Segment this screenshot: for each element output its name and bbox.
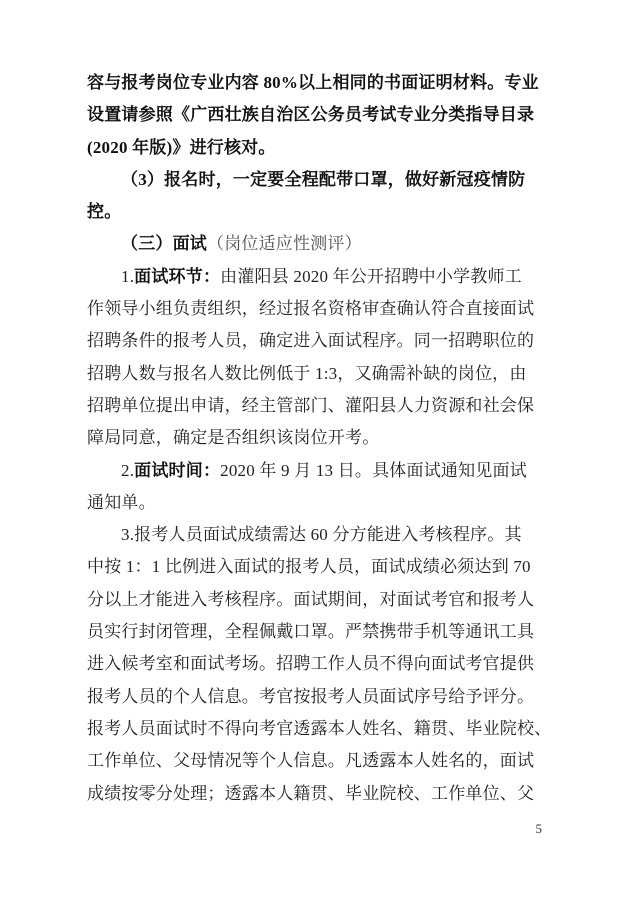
text-line: [87, 67, 553, 99]
text-segment: 通知单。: [87, 492, 156, 512]
text-line: [87, 648, 553, 680]
text-line: [87, 519, 553, 551]
text-line: [87, 390, 553, 422]
text-segment: 进入候考室和面试考场。招聘工作人员不得向面试考官提供: [87, 654, 535, 674]
text-segment: 招聘单位提出申请，经主管部门、灌阳县人力资源和社会保: [87, 395, 535, 415]
text-line: [87, 293, 553, 325]
text-segment: 招聘人数与报名人数比例低于 1:3，又确需补缺的岗位，由: [87, 363, 527, 383]
text-line: [87, 745, 553, 777]
text-line: [87, 99, 553, 131]
text-segment: （岗位适应性测评）: [207, 234, 362, 254]
text-line: [87, 487, 553, 519]
text-segment: （三）面试: [121, 234, 207, 254]
text-segment: 中按 1：1 比例进入面试的报考人员，面试成绩必须达到 70: [87, 557, 531, 577]
text-segment: 成绩按零分处理；透露本人籍贯、毕业院校、工作单位、父: [87, 783, 535, 803]
text-line: [87, 455, 553, 487]
text-segment: 招聘条件的报考人员，确定进入面试程序。同一招聘职位的: [87, 331, 535, 351]
text-segment: 面试环节：: [134, 266, 221, 286]
text-segment: 报考人员面试时不得向考官透露本人姓名、籍贯、毕业院校、: [87, 718, 552, 738]
text-segment: 3.报考人员面试成绩需达 60 分方能进入考核程序。其: [121, 525, 522, 545]
text-line: [87, 584, 553, 616]
text-segment: 员实行封闭管理，全程佩戴口罩。严禁携带手机等通讯工具: [87, 622, 535, 642]
text-line: [87, 164, 553, 196]
text-line: [87, 325, 553, 357]
text-segment: 容与报考岗位专业内容 80%以上相同的书面证明材料。专业: [87, 73, 539, 92]
text-line: [87, 228, 553, 260]
text-segment: 控。: [87, 202, 122, 222]
text-line: [87, 778, 553, 810]
text-line: [87, 551, 553, 583]
document-body: [87, 67, 553, 810]
text-segment: （3）报名时，一定要全程配带口罩，做好新冠疫情防: [121, 169, 526, 189]
text-line: [87, 196, 553, 228]
text-segment: 1.: [121, 266, 135, 286]
text-segment: 由灌阳县 2020 年公开招聘中小学教师工: [220, 266, 522, 286]
text-line: [87, 132, 553, 164]
text-line: [87, 422, 553, 454]
text-segment: (2020 年版)》进行核对。: [87, 137, 276, 157]
text-line: [87, 358, 553, 390]
text-segment: 报考人员的个人信息。考官按报考人员面试序号给予评分。: [87, 686, 535, 706]
text-line: [87, 616, 553, 648]
text-line: [87, 713, 553, 745]
text-line: [87, 261, 553, 293]
text-segment: 工作单位、父母情况等个人信息。凡透露本人姓名的，面试: [87, 751, 535, 771]
text-segment: 面试时间：: [134, 460, 221, 480]
text-segment: 作领导小组负责组织，经过报名资格审查确认符合直接面试: [87, 299, 535, 319]
text-segment: 设置请参照《广西壮族自治区公务员考试专业分类指导目录: [87, 105, 535, 125]
text-segment: 2020 年 9 月 13 日。具体面试通知见面试: [220, 460, 527, 480]
text-segment: 障局同意，确定是否组织该岗位开考。: [87, 428, 380, 448]
page-number: 5: [535, 821, 542, 836]
text-segment: 分以上才能进入考核程序。面试期间，对面试考官和报考人: [87, 589, 535, 609]
text-line: [87, 681, 553, 713]
text-segment: 2.: [121, 460, 135, 480]
